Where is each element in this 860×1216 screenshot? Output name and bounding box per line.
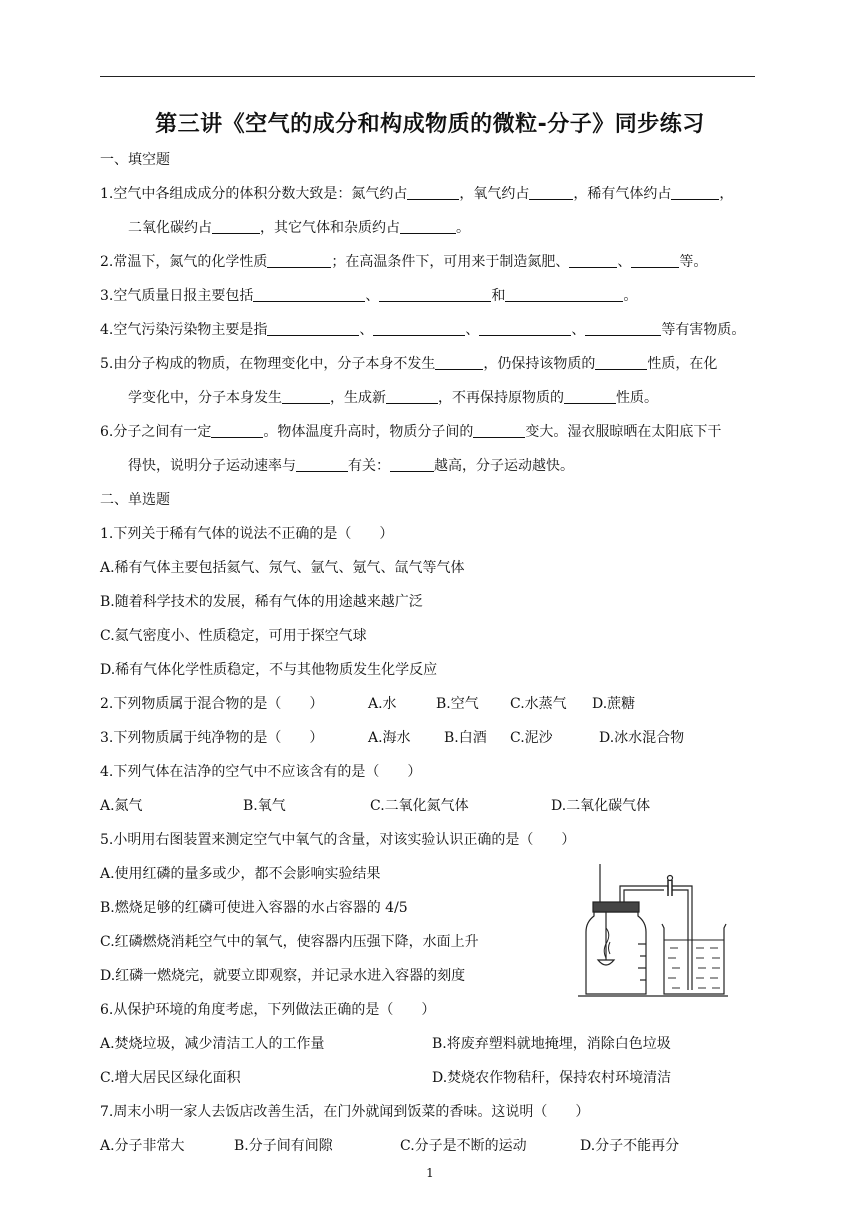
text: 、 xyxy=(365,288,380,304)
answer-blank xyxy=(253,287,365,302)
choice-4-option-b: B.氧气 xyxy=(243,798,286,814)
text: 3.空气质量日报主要包括 xyxy=(100,288,254,304)
text: 、 xyxy=(617,254,632,270)
answer-blank xyxy=(435,355,483,370)
text: ， xyxy=(719,186,734,202)
choice-2-option-b: B.空气 xyxy=(436,696,479,712)
choice-4-option-d: D.二氧化碳气体 xyxy=(551,798,651,814)
answer-blank xyxy=(585,321,661,336)
choice-6-option-d: D.焚烧农作物秸秆，保持农村环境清洁 xyxy=(432,1070,672,1086)
text: 等。 xyxy=(679,254,708,270)
text: 学变化中，分子本身发生 xyxy=(128,390,282,406)
choice-question-2-stem: 2.下列物质属于混合物的是（ ） xyxy=(100,696,324,712)
text: 2.常温下，氮气的化学性质 xyxy=(100,254,268,270)
answer-blank xyxy=(267,253,331,268)
text: ，不再保持原物质的 xyxy=(438,390,564,406)
answer-blank xyxy=(212,219,260,234)
choice-3-option-d: D.冰水混合物 xyxy=(599,730,685,746)
choice-3-option-b: B.白酒 xyxy=(444,730,487,746)
text: 。 xyxy=(456,220,470,236)
choice-1-option-b: B.随着科学技术的发展，稀有气体的用途越来越广泛 xyxy=(100,594,423,610)
connecting-tube xyxy=(620,886,668,902)
water xyxy=(668,948,720,988)
text: 等有害物质。 xyxy=(661,322,746,338)
answer-blank xyxy=(631,253,679,268)
choice-question-3-stem: 3.下列物质属于纯净物的是（ ） xyxy=(100,730,324,746)
choice-5-option-a: A.使用红磷的量多或少，都不会影响实验结果 xyxy=(100,866,381,882)
text: ，其它气体和杂质约占 xyxy=(260,220,400,236)
choice-5-option-c: C.红磷燃烧消耗空气中的氧气，使容器内压强下降，水面上升 xyxy=(100,934,479,950)
answer-blank xyxy=(505,287,623,302)
text: 。 xyxy=(623,288,638,304)
choice-5-option-b: B.燃烧足够的红磷可使进入容器的水占容器的 4/5 xyxy=(100,900,408,916)
text: 1.空气中各组成成分的体积分数大致是：氮气约占 xyxy=(100,186,408,202)
section-heading-choice: 二、单选题 xyxy=(100,492,170,508)
combustion-spoon xyxy=(598,960,614,965)
answer-blank xyxy=(671,185,719,200)
choice-2-option-c: C.水蒸气 xyxy=(510,696,567,712)
oxygen-measurement-apparatus-figure xyxy=(576,862,732,1000)
text: ；在高温条件下，可用来于制造氮肥、 xyxy=(331,254,570,270)
text: 4.空气污染污染物主要是指 xyxy=(100,322,268,338)
page-title: 第三讲《空气的成分和构成物质的微粒-分子》同步练习 xyxy=(155,112,705,137)
choice-6-option-a: A.焚烧垃圾，减少清洁工人的工作量 xyxy=(100,1036,325,1052)
choice-1-option-d: D.稀有气体化学性质稳定，不与其他物质发生化学反应 xyxy=(100,662,438,678)
text: 性质。 xyxy=(616,390,658,406)
fill-question-6-line-2 xyxy=(128,457,574,475)
text: ，氧气约占 xyxy=(459,186,530,202)
choice-question-6-stem: 6.从保护环境的角度考虑，下列做法正确的是（ ） xyxy=(100,1002,436,1018)
fill-question-4 xyxy=(100,321,745,339)
fill-question-3 xyxy=(100,287,637,305)
answer-blank xyxy=(211,423,263,438)
choice-6-option-b: B.将废弃塑料就地掩埋，消除白色垃圾 xyxy=(432,1036,671,1052)
choice-1-option-c: C.氦气密度小、性质稳定，可用于探空气球 xyxy=(100,628,367,644)
choice-7-option-c: C.分子是不断的运动 xyxy=(400,1138,527,1154)
choice-7-option-a: A.分子非常大 xyxy=(100,1138,185,1154)
answer-blank xyxy=(282,389,330,404)
choice-1-option-a: A.稀有气体主要包括氦气、氖气、氩气、氪气、氙气等气体 xyxy=(100,560,465,576)
choice-7-option-d: D.分子不能再分 xyxy=(580,1138,680,1154)
text: 5.由分子构成的物质，在物理变化中，分子本身不发生 xyxy=(100,356,436,372)
answer-blank xyxy=(267,321,359,336)
stopper xyxy=(593,902,639,912)
answer-blank xyxy=(373,321,465,336)
answer-blank xyxy=(473,423,525,438)
answer-blank xyxy=(564,389,616,404)
page-number: 1 xyxy=(426,1166,434,1180)
fill-question-2 xyxy=(100,253,707,271)
choice-question-5-stem: 5.小明用右图装置来测定空气中氧气的含量，对该实验认识正确的是（ ） xyxy=(100,832,576,848)
text: 得快，说明分子运动速率与 xyxy=(128,458,296,474)
choice-question-4-stem: 4.下列气体在洁净的空气中不应该含有的是（ ） xyxy=(100,764,422,780)
text: 有关： xyxy=(348,458,390,474)
fill-question-5-line-2 xyxy=(128,389,658,407)
fill-question-5-line-1 xyxy=(100,355,717,373)
text: ，仍保持该物质的 xyxy=(483,356,596,372)
choice-4-option-c: C.二氧化氮气体 xyxy=(370,798,469,814)
text: 和 xyxy=(491,288,506,304)
bottle xyxy=(586,912,646,994)
choice-3-option-c: C.泥沙 xyxy=(510,730,553,746)
answer-blank xyxy=(400,219,456,234)
answer-blank xyxy=(296,457,348,472)
text: ，稀有气体约占 xyxy=(573,186,672,202)
section-heading-fill: 一、填空题 xyxy=(100,152,170,168)
choice-question-1-stem: 1.下列关于稀有气体的说法不正确的是（ ） xyxy=(100,526,394,542)
text: 、 xyxy=(571,322,586,338)
text: 6.分子之间有一定 xyxy=(100,424,212,440)
answer-blank xyxy=(379,287,491,302)
answer-blank xyxy=(390,457,434,472)
fill-question-1-line-1 xyxy=(100,185,733,203)
text: 变大。湿衣服晾晒在太阳底下干 xyxy=(525,424,722,440)
choice-5-option-d: D.红磷一燃烧完，就要立即观察，并记录水进入容器的刻度 xyxy=(100,968,466,984)
text: ，生成新 xyxy=(330,390,386,406)
answer-blank xyxy=(569,253,617,268)
choice-2-option-a: A.水 xyxy=(368,696,397,712)
answer-blank xyxy=(529,185,573,200)
choice-2-option-d: D.蔗糖 xyxy=(592,696,636,712)
text: 性质，在化 xyxy=(647,356,718,372)
choice-4-option-a: A.氮气 xyxy=(100,798,143,814)
answer-blank xyxy=(386,389,438,404)
beaker xyxy=(662,924,726,994)
choice-6-option-c: C.增大居民区绿化面积 xyxy=(100,1070,241,1086)
text: 、 xyxy=(465,322,480,338)
choice-7-option-b: B.分子间有间隙 xyxy=(234,1138,333,1154)
choice-question-7-stem: 7.周末小明一家人去饭店改善生活，在门外就闻到饭菜的香味。这说明（ ） xyxy=(100,1104,590,1120)
fill-question-6-line-1 xyxy=(100,423,721,441)
text: 二氧化碳约占 xyxy=(128,220,212,236)
text: 、 xyxy=(359,322,374,338)
text: 越高，分子运动越快。 xyxy=(434,458,574,474)
fill-question-1-line-2 xyxy=(128,219,470,237)
answer-blank xyxy=(479,321,571,336)
choice-3-option-a: A.海水 xyxy=(368,730,411,746)
header-rule xyxy=(100,76,755,77)
text: 。物体温度升高时，物质分子间的 xyxy=(263,424,474,440)
answer-blank xyxy=(595,355,647,370)
answer-blank xyxy=(407,185,459,200)
